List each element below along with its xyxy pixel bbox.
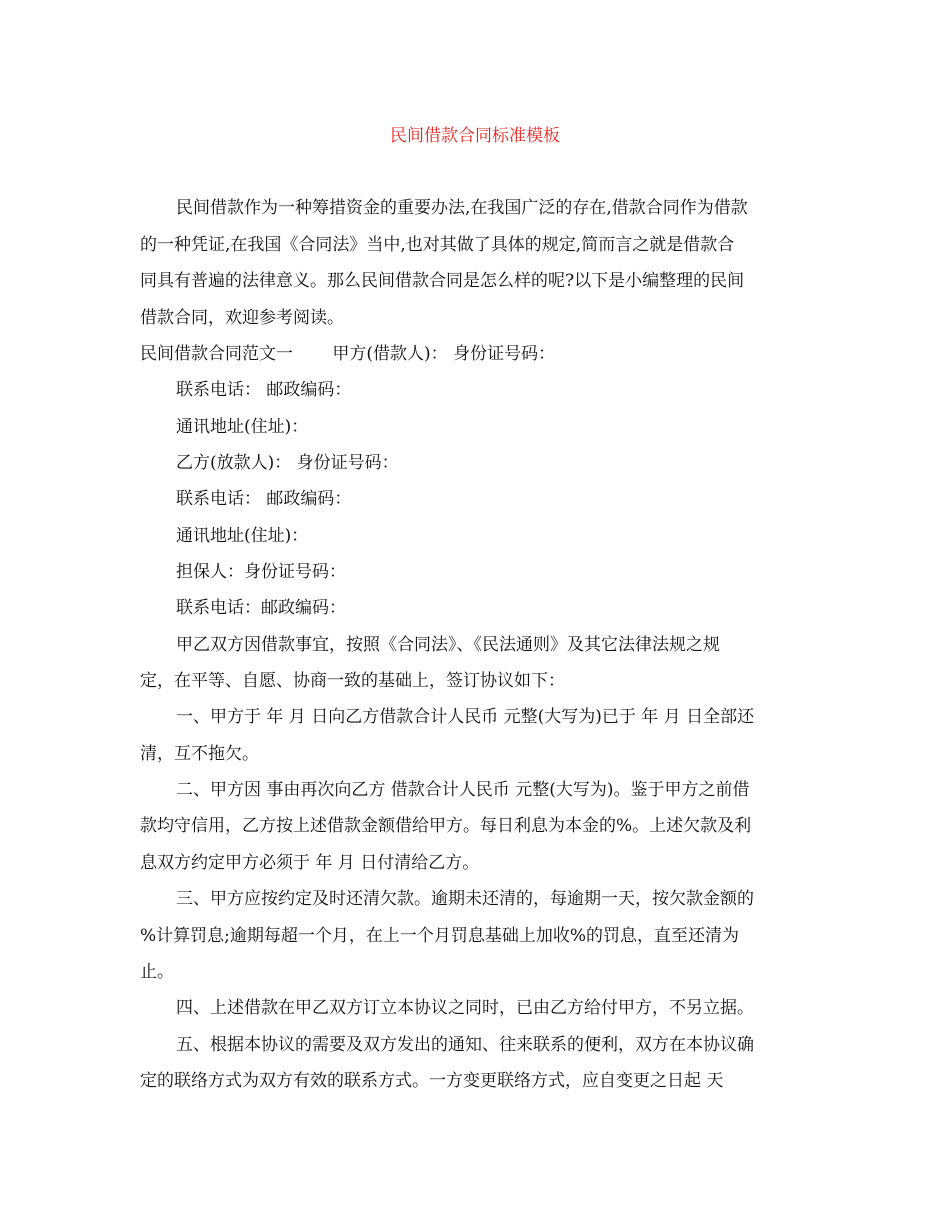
body-line: 通讯地址(住址)： <box>176 526 309 546</box>
body-line: 联系电话： 邮政编码： <box>176 489 352 509</box>
body-line: 民间借款作为一种筹措资金的重要办法,在我国广泛的存在,借款合同作为借款 <box>176 198 748 218</box>
body-line: 民间借款合同范文一 甲方(借款人)： 身份证号码： <box>140 344 556 364</box>
body-line: 借款合同，欢迎参考阅读。 <box>140 308 344 328</box>
body-line: 一、甲方于 年 月 日向乙方借款合计人民币 元整(大写为)已于 年 月 日全部还 <box>176 707 755 727</box>
body-line: 五、根据本协议的需要及双方发出的通知、往来联系的便利，双方在本协议确 <box>176 1035 754 1055</box>
body-line: 定的联络方式为双方有效的联系方式。一方变更联络方式，应自变更之日起 天 <box>140 1071 724 1091</box>
body-line: 乙方(放款人)： 身份证号码： <box>176 453 399 473</box>
body-line: 止。 <box>140 962 174 982</box>
body-line: 的一种凭证,在我国《合同法》当中,也对其做了具体的规定,简而言之就是借款合 <box>140 235 735 255</box>
body-line: 联系电话：邮政编码： <box>176 598 346 618</box>
body-line: 担保人：身份证号码： <box>176 562 346 582</box>
body-line: 同具有普遍的法律意义。那么民间借款合同是怎么样的呢?以下是小编整理的民间 <box>140 271 745 291</box>
body-line: 息双方约定甲方必须于 年 月 日付清给乙方。 <box>140 853 480 873</box>
body-line: 联系电话： 邮政编码： <box>176 380 352 400</box>
body-line: 清，互不拖欠。 <box>140 744 259 764</box>
body-line: 通讯地址(住址)： <box>176 417 309 437</box>
body-line: 定，在平等、自愿、协商一致的基础上，签订协议如下： <box>140 671 565 691</box>
body-line: %计算罚息;逾期每超一个月，在上一个月罚息基础上加收%的罚息，直至还清为 <box>140 926 740 946</box>
body-line: 甲乙双方因借款事宜，按照《合同法》、《民法通则》及其它法律法规之规 <box>176 635 720 655</box>
body-line: 款均守信用，乙方按上述借款金额借给甲方。每日利息为本金的%。上述欠款及利 <box>140 816 752 836</box>
body-line: 三、甲方应按约定及时还清欠款。逾期未还清的，每逾期一天，按欠款金额的 <box>176 889 754 909</box>
body-line: 二、甲方因 事由再次向乙方 借款合计人民币 元整(大写为)。鉴于甲方之前借 <box>176 780 750 800</box>
body-line: 四、上述借款在甲乙双方订立本协议之同时，已由乙方给付甲方，不另立据。 <box>176 998 754 1018</box>
document-title: 民间借款合同标准模板 <box>390 126 560 146</box>
